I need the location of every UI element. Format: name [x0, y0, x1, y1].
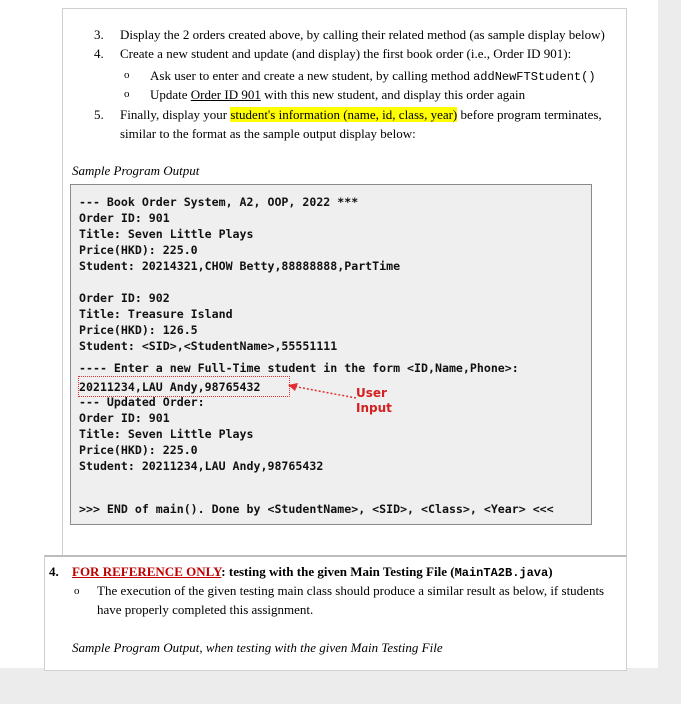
console-line: Order ID: 901 [79, 411, 170, 425]
step-4-text: Create a new student and update (and display) the first book order (i.e., Order ID 901): [120, 46, 572, 61]
console-line: --- Updated Order: [79, 395, 205, 409]
console-line: Price(HKD): 126.5 [79, 323, 198, 337]
step-5-text: Finally, display your student's information (name, id, class, year) before program terminates, [120, 107, 602, 122]
user-input-annotation [356, 386, 392, 416]
section-4-title: FOR REFERENCE ONLY: testing with the given Main Testing File (MainTA2B.java) [72, 564, 553, 580]
sample-output-label: Sample Program Output [72, 163, 200, 178]
step-4-number: 4. [94, 46, 104, 61]
section-4-bullet-icon: o [74, 585, 80, 597]
annotation-line: Input [356, 401, 392, 415]
section-4-desc-line1: The execution of the given testing main class should produce a similar result as below, if students [97, 583, 605, 598]
annotation-line: User [356, 386, 387, 400]
console-line: Price(HKD): 225.0 [79, 243, 198, 257]
user-input-highlight-box [78, 376, 290, 397]
scrollbar[interactable] [658, 0, 681, 704]
section-4-desc-line2: have properly completed this assignment. [97, 602, 314, 617]
step-5-text-line2: similar to the format as the sample output display below: [120, 126, 416, 141]
step-3-number: 3. [94, 27, 104, 42]
section-4-sample-label: Sample Program Output, when testing with the given Main Testing File [72, 640, 443, 655]
user-input-arrow-icon [286, 380, 358, 402]
console-line: Title: Seven Little Plays [79, 227, 254, 241]
console-line: Price(HKD): 225.0 [79, 443, 198, 457]
console-line: Order ID: 902 [79, 291, 170, 305]
console-line: Student: 20214321,CHOW Betty,88888888,PartTime [79, 259, 401, 273]
sub-bullet-1-text: Ask user to enter and create a new student, by calling method addNewFTStudent() [150, 68, 596, 84]
step-3-text: Display the 2 orders created above, by calling their related method (as sample display below) [120, 27, 605, 42]
console-line-user-input: 20211234,LAU Andy,98765432 [79, 380, 261, 394]
sub-bullet-icon: o [124, 69, 130, 81]
page-bottom-area [0, 668, 658, 704]
console-line: Title: Seven Little Plays [79, 427, 254, 441]
step-5-number: 5. [94, 107, 104, 122]
console-line: ---- Enter a new Full-Time student in the form <ID,Name,Phone>: [79, 361, 519, 375]
console-line: --- Book Order System, A2, OOP, 2022 *** [79, 195, 359, 209]
sub-bullet-icon: o [124, 88, 130, 100]
console-output [70, 184, 592, 525]
console-line: Student: 20211234,LAU Andy,98765432 [79, 459, 324, 473]
sub-bullet-2-text: Update Order ID 901 with this new student, and display this order again [150, 87, 526, 102]
console-line: >>> END of main(). Done by <StudentName>, <SID>, <Class>, <Year> <<< [79, 502, 554, 516]
console-line: Order ID: 901 [79, 211, 170, 225]
section-4-number: 4. [49, 564, 59, 579]
console-line: Student: <SID>,<StudentName>,55551111 [79, 339, 338, 353]
console-line: Title: Treasure Island [79, 307, 233, 321]
